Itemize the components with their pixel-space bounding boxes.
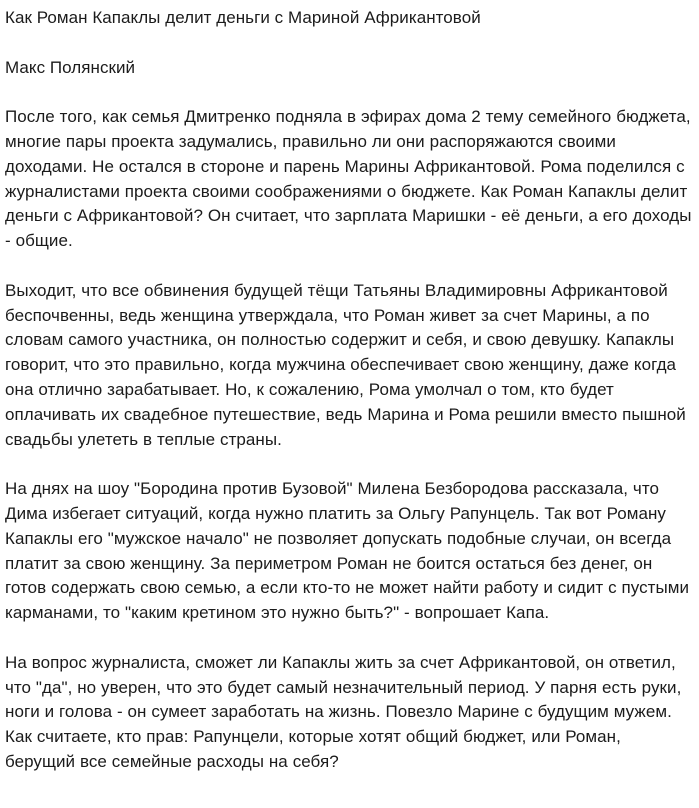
page-title: Как Роман Капаклы делит деньги с Мариной Африкантовой [5, 8, 481, 27]
byline-body-spacer [5, 80, 695, 105]
article-paragraph: Выходит, что все обвинения будущей тёщи Татьяны Владимировны Африкантовой беспочвенны, ведь женщина утверждала, что Роман живет за счет Марины, а по словам самого участника, он полностью содержит и себя, и свою девушку. Капаклы говорит, что это правильно, когда мужчина обеспечивает свою женщину, даже когда она отлично зарабатывает. Но, к сожалению, Рома умолчал о том, кто будет оплачивать их свадебное путешествие, ведь Марина и Рома решили вместо пышной свадьбы улететь в теплые страны. [5, 280, 686, 449]
article-paragraph: На днях на шоу "Бородина против Бузовой" Милена Безбородова рассказала, что Дима избегает ситуаций, когда нужно платить за Ольгу Рапунцель. Так вот Роману Капаклы его "мужское начало" не позволяет допускать подобные случаи, он всегда платит за свою женщину. За периметром Роман не боится остаться без денег, он готов содержать свою семью, а если кто-то не может найти работу и сидит с пустыми карманами, то "каким кретином это нужно быть?" - вопрошает Капа. [5, 479, 690, 623]
author-byline: Макс Полянский [5, 57, 136, 77]
article-paragraph: На вопрос журналиста, сможет ли Капаклы жить за счет Африкантовой, он ответил, что "да", но уверен, что это будет самый незначительный период. У парня есть руки, ноги и голова - он сумеет заработать на жизнь. Повезло Марине с будущим мужем. Как считаете, кто прав: Рапунцели, которые хотят общий бюджет, или Роман, берущий все семейные расходы на себя? [5, 652, 682, 771]
article-paragraph: После того, как семья Дмитренко подняла в эфирах дома 2 тему семейного бюджета, многие пары проекта задумались, правильно ли они распоряжаются своими доходами. Не остался в стороне и парень Марины Африкантовой. Рома поделился с журналистами проекта своими соображениями о бюджете. Как Роман Капаклы делит деньги с Африкантовой? Он считает, что зарплата Маришки - её деньги, а его доходы - общие. [5, 107, 692, 251]
title-byline-spacer [5, 31, 695, 56]
article-body [5, 105, 695, 775]
